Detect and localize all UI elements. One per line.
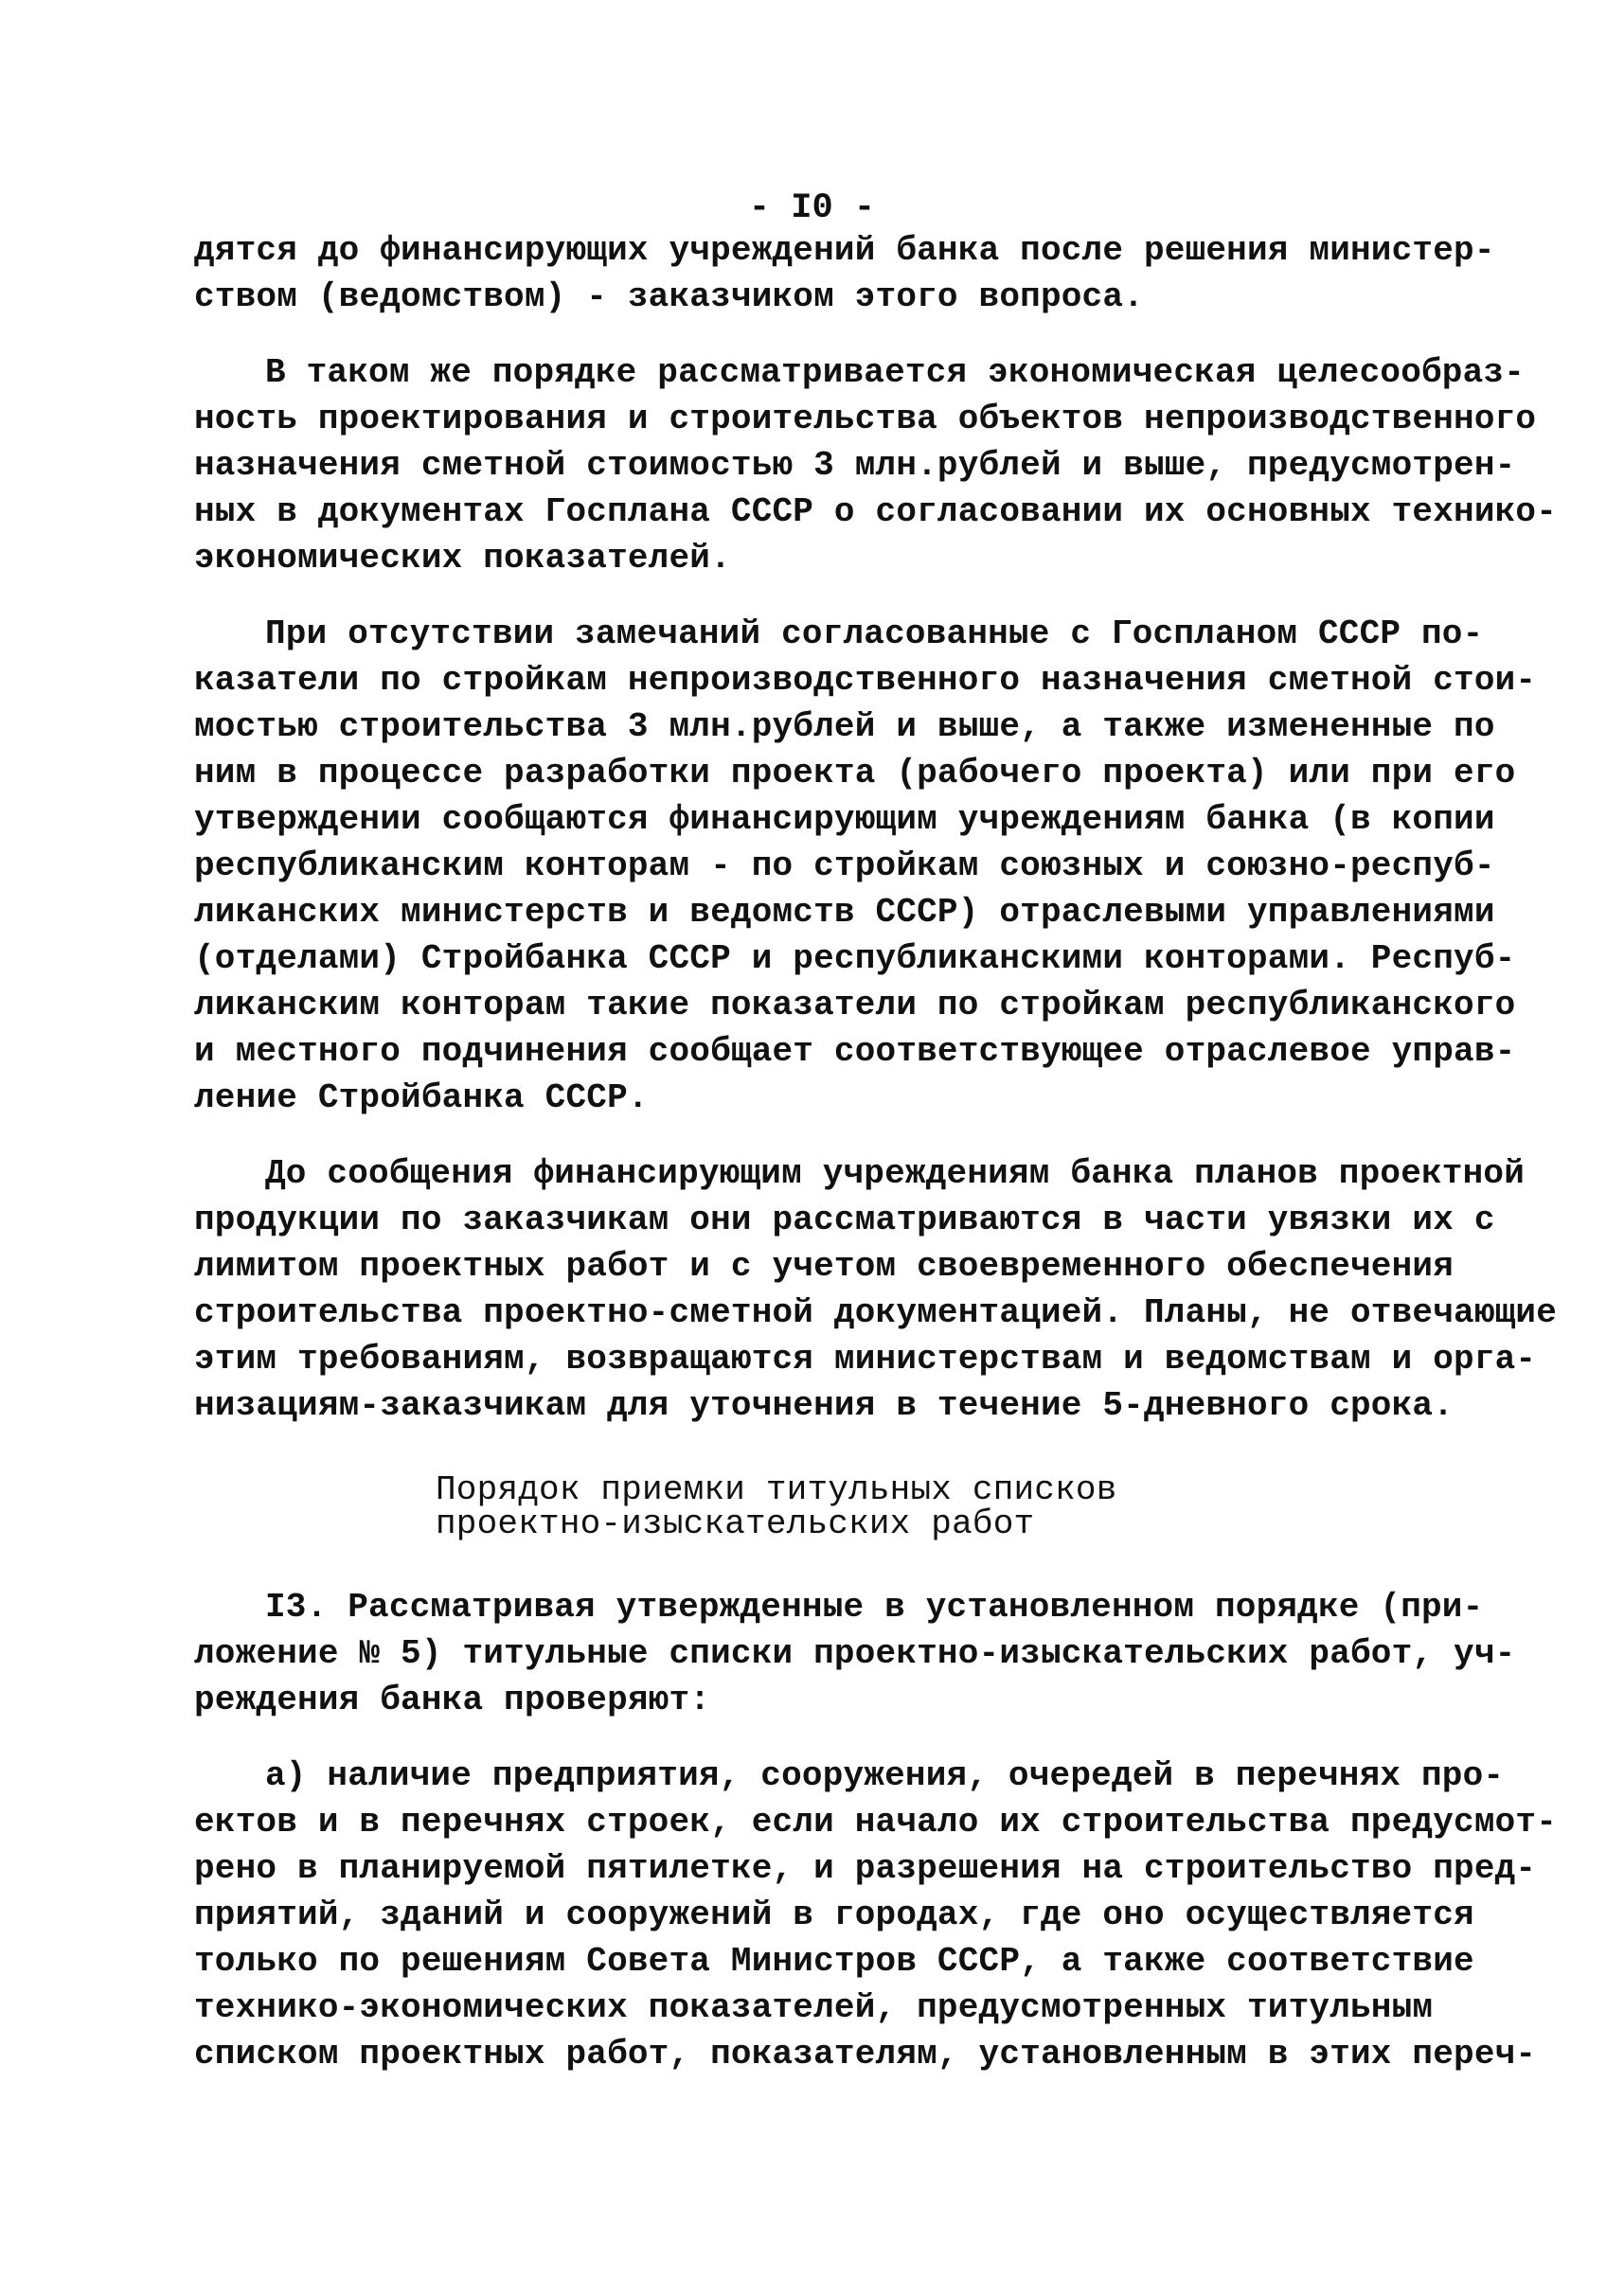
text-line: До сообщения финансирующим учреждениям банка планов проектной — [265, 1154, 1526, 1193]
text-line: рено в планируемой пятилетке, и разрешения на строительство пред- — [194, 1849, 1537, 1888]
text-line: дятся до финансирующих учреждений банка после решения министер- — [194, 231, 1495, 270]
text-line: ектов и в перечнях строек, если начало их строительства предусмот- — [194, 1803, 1558, 1842]
text-line: ных в документах Госплана СССР о согласовании их основных технико- — [194, 492, 1558, 531]
text-line: ление Стройбанка СССР. — [194, 1078, 649, 1117]
text-line: ность проектирования и строительства объектов непроизводственного — [194, 400, 1537, 438]
text-line: ликанских министерств и ведомств СССР) отраслевыми управлениями — [194, 893, 1495, 932]
text-line: технико-экономических показателей, предусмотренных титульным — [194, 1988, 1434, 2027]
text-line: списком проектных работ, показателям, установленным в этих переч- — [194, 2035, 1537, 2074]
section-heading — [194, 1470, 1444, 1543]
paragraph-item-13 — [194, 1584, 1516, 1723]
paragraph-continuation — [194, 227, 1495, 320]
paragraph-gosplan-indicators — [194, 611, 1537, 1121]
text-line: утверждении сообщаются финансирующим учреждениям банка (в копии — [194, 800, 1495, 839]
text-line: мостью строительства 3 млн.рублей и выше, а также измененные по — [194, 707, 1495, 746]
text-line: казатели по стройкам непроизводственного назначения сметной стои- — [194, 661, 1537, 700]
text-line: продукции по заказчикам они рассматриваются в части увязки их с — [194, 1201, 1495, 1239]
text-line: (отделами) Стройбанка СССР и республиканскими конторами. Респуб- — [194, 939, 1516, 978]
text-line: В таком же порядке рассматривается экономическая целесообраз- — [265, 353, 1526, 392]
text-line: При отсутствии замечаний согласованные с Госпланом СССР по- — [265, 614, 1484, 653]
paragraph-project-plans — [194, 1150, 1558, 1429]
heading-line: проектно-изыскательских работ — [436, 1504, 1035, 1543]
text-line: приятий, зданий и сооружений в городах, где оно осуществляется — [194, 1896, 1474, 1934]
text-line: только по решениям Совета Министров СССР, а также соответствие — [194, 1942, 1474, 1981]
text-line: назначения сметной стоимостью 3 млн.рублей и выше, предусмотрен- — [194, 446, 1516, 485]
text-line: лимитом проектных работ и с учетом своевременного обеспечения — [194, 1247, 1454, 1286]
text-line: низациям-заказчикам для уточнения в течение 5-дневного срока. — [194, 1386, 1454, 1425]
document-body — [194, 227, 1558, 2107]
text-line: экономических показателей. — [194, 539, 731, 578]
text-line: строительства проектно-сметной документацией. Планы, не отвечающие — [194, 1293, 1558, 1332]
page-number: - I0 - — [748, 188, 876, 228]
text-line: республиканским конторам - по стройкам союзных и союзно-респуб- — [194, 846, 1495, 885]
heading-line: Порядок приемки титульных списков — [436, 1470, 1117, 1509]
text-line: I3. Рассматривая утвержденные в установленном порядке (при- — [265, 1588, 1484, 1627]
text-line: ним в процессе разработки проекта (рабочего проекта) или при его — [194, 754, 1516, 792]
text-line: а) наличие предприятия, сооружения, очередей в перечнях про- — [265, 1756, 1505, 1795]
text-line: реждения банка проверяют: — [194, 1681, 711, 1719]
text-line: ством (ведомством) - заказчиком этого вопроса. — [194, 277, 1144, 316]
text-line: ликанским конторам такие показатели по стройкам республиканского — [194, 986, 1516, 1024]
text-line: этим требованиям, возвращаются министерствам и ведомствам и орга- — [194, 1340, 1537, 1379]
text-line: ложение № 5) титульные списки проектно-изыскательских работ, уч- — [194, 1634, 1516, 1673]
text-line: и местного подчинения сообщает соответствующее отраслевое управ- — [194, 1032, 1516, 1071]
paragraph-subitem-a — [194, 1753, 1558, 2077]
paragraph-economic-feasibility — [194, 349, 1558, 581]
